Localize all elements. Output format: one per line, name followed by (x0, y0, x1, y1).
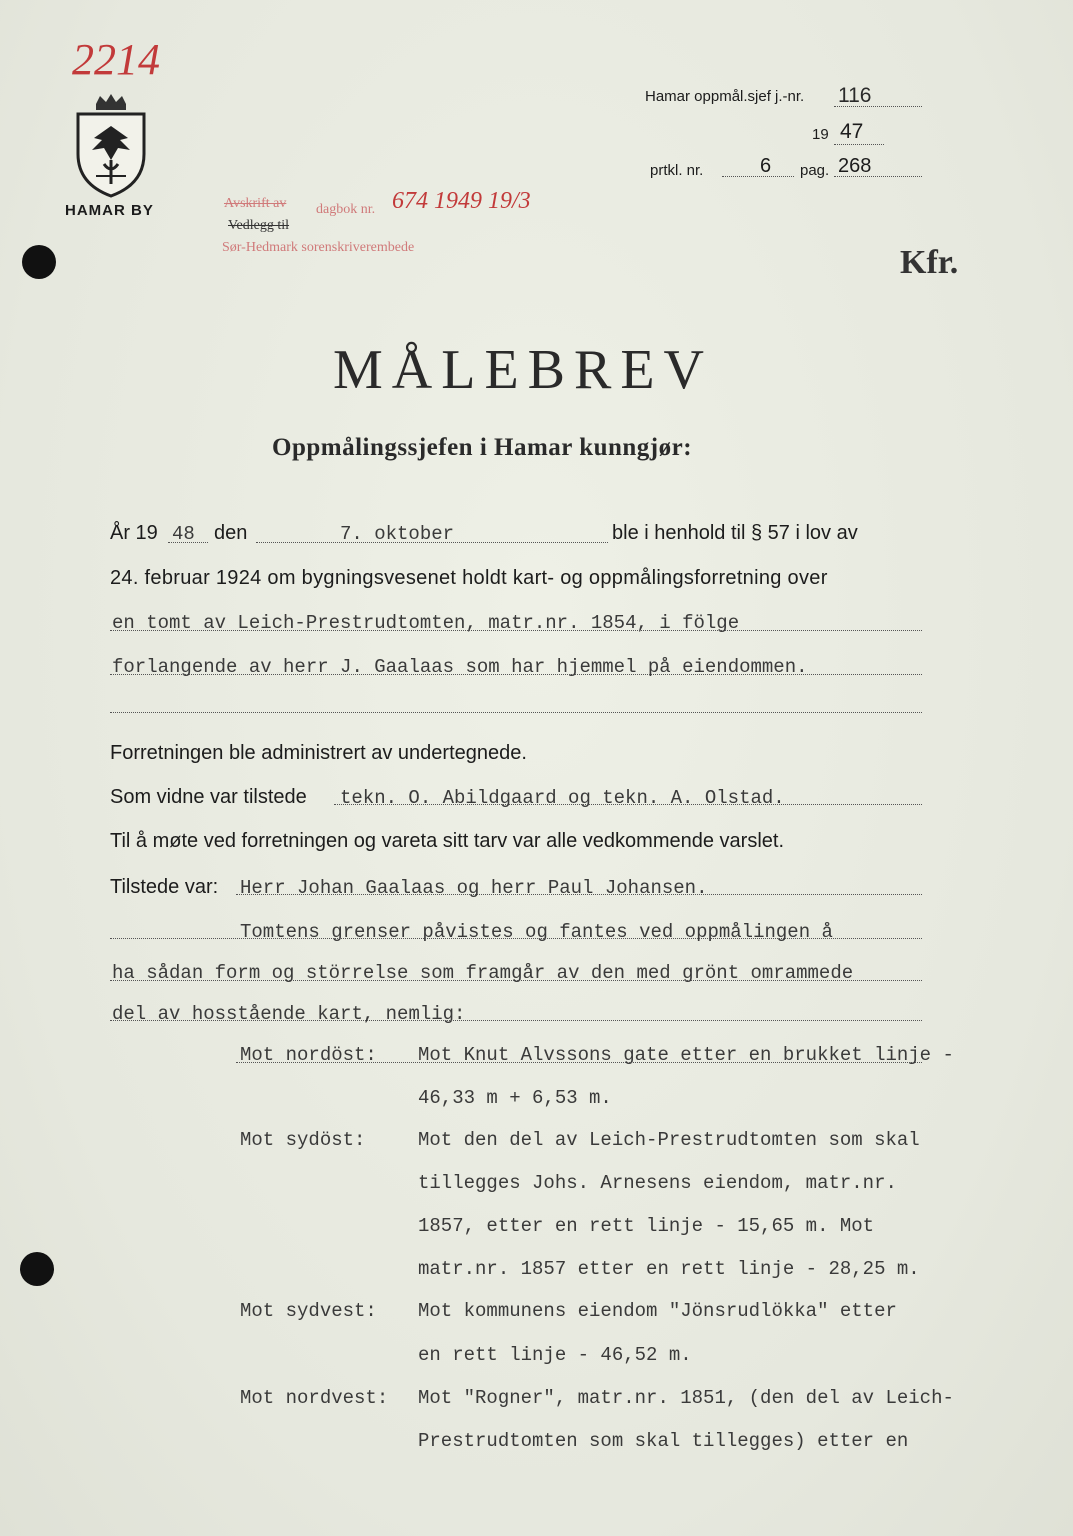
year-fill: 48 (172, 523, 195, 545)
boundary-southeast-line-4: matr.nr. 1857 etter en rett linje - 28,25 m. (418, 1258, 920, 1280)
boundary-label-northwest: Mot nordvest: (240, 1387, 389, 1409)
stamp-handwritten-entry: 674 1949 19/3 (392, 188, 531, 214)
fill-line (110, 674, 922, 675)
page-label: pag. (800, 162, 830, 179)
crest-label: HAMAR BY (65, 202, 154, 219)
page-number: 268 (838, 155, 872, 177)
boundary-southeast-line-1: Mot den del av Leich-Prestrudtomten som skal (418, 1129, 920, 1151)
protocol-label: prtkl. nr. (650, 162, 704, 179)
stamp-line-1-prefix: Avskrift av (224, 196, 287, 211)
present-value: Herr Johan Gaalaas og herr Paul Johansen. (240, 877, 708, 899)
fill-line (110, 938, 922, 939)
notified-text: Til å møte ved forretningen og vareta sitt tarv var alle vedkommende varslet. (110, 830, 784, 852)
fill-line (722, 176, 794, 177)
present-label: Tilstede var: (110, 876, 219, 898)
fill-line (236, 1062, 922, 1063)
fill-line (334, 804, 922, 805)
boundary-southwest-line-2: en rett linje - 46,52 m. (418, 1344, 692, 1366)
fill-line (168, 542, 208, 543)
stamp-line-3: Sør-Hedmark sorenskriverembede (222, 240, 415, 255)
paragraph1-text-4: forlangende av herr J. Gaalaas som har hjemmel på eiendommen. (112, 656, 808, 678)
fill-line (110, 980, 922, 981)
fill-line (110, 712, 922, 713)
stamp-line-1-middle: dagbok nr. (316, 202, 376, 217)
witnesses-label: Som vidne var tilstede (110, 786, 307, 808)
stamp-line-2: Vedlegg til (228, 218, 290, 233)
fill-line (236, 894, 922, 895)
den-label: den (214, 522, 248, 544)
boundary-northeast-line-2: 46,33 m + 6,53 m. (418, 1087, 612, 1109)
boundary-northeast-line-1: Mot Knut Alvssons gate etter en brukket linje - (418, 1044, 954, 1066)
boundary-northwest-line-2: Prestrudtomten som skal tillegges) etter en (418, 1430, 909, 1452)
kfr-mark: Kfr. (900, 244, 959, 281)
year-label: År 19 (110, 522, 158, 544)
boundary-northwest-line-1: Mot "Rogner", matr.nr. 1851, (den del av Leich- (418, 1387, 954, 1409)
paragraph1-text-1: ble i henhold til § 57 i lov av (612, 522, 858, 544)
administered-text: Forretningen ble administrert av undertegnede. (110, 742, 527, 764)
fill-line (834, 176, 922, 177)
boundaries-intro-line-1: Tomtens grenser påvistes og fantes ved oppmålingen å (240, 921, 833, 943)
fill-line (256, 542, 608, 543)
protocol-number: 6 (760, 155, 772, 177)
fill-line (834, 106, 922, 107)
witnesses-value: tekn. O. Abildgaard og tekn. A. Olstad. (340, 787, 785, 809)
boundary-label-northeast: Mot nordöst: (240, 1044, 377, 1066)
fill-line (110, 630, 922, 631)
boundary-southwest-line-1: Mot kommunens eiendom "Jönsrudlökka" etter (418, 1300, 897, 1322)
paragraph1-text-3: en tomt av Leich-Prestrudtomten, matr.nr. 1854, i fölge (112, 612, 740, 634)
boundaries-intro-line-3: del av hosstående kart, nemlig: (112, 1003, 466, 1025)
fill-line (834, 144, 884, 145)
punch-hole (22, 245, 56, 279)
boundary-southeast-line-2: tillegges Johs. Arnesens eiendom, matr.nr. (418, 1172, 897, 1194)
hamar-coat-of-arms-icon (74, 94, 148, 198)
fill-line (110, 1020, 922, 1021)
year-suffix: 47 (840, 120, 864, 143)
date-fill: 7. oktober (340, 523, 455, 545)
boundary-label-southeast: Mot sydöst: (240, 1129, 366, 1151)
year-prefix: 19 (812, 126, 829, 143)
boundary-southeast-line-3: 1857, etter en rett linje - 15,65 m. Mot (418, 1215, 875, 1237)
journal-number: 116 (838, 84, 872, 107)
handwritten-archive-number: 2214 (72, 35, 160, 84)
document-title: MÅLEBREV (333, 339, 713, 401)
boundaries-intro-line-2: ha sådan form og störrelse som framgår av den med grönt omrammede (112, 962, 854, 984)
document-subtitle: Oppmålingssjefen i Hamar kunngjør: (272, 434, 693, 461)
boundary-label-southwest: Mot sydvest: (240, 1300, 377, 1322)
punch-hole (20, 1252, 54, 1286)
paragraph1-text-2: 24. februar 1924 om bygningsvesenet holdt kart- og oppmålingsforretning over (110, 567, 828, 589)
journal-label: Hamar oppmål.sjef j.-nr. (645, 88, 805, 105)
